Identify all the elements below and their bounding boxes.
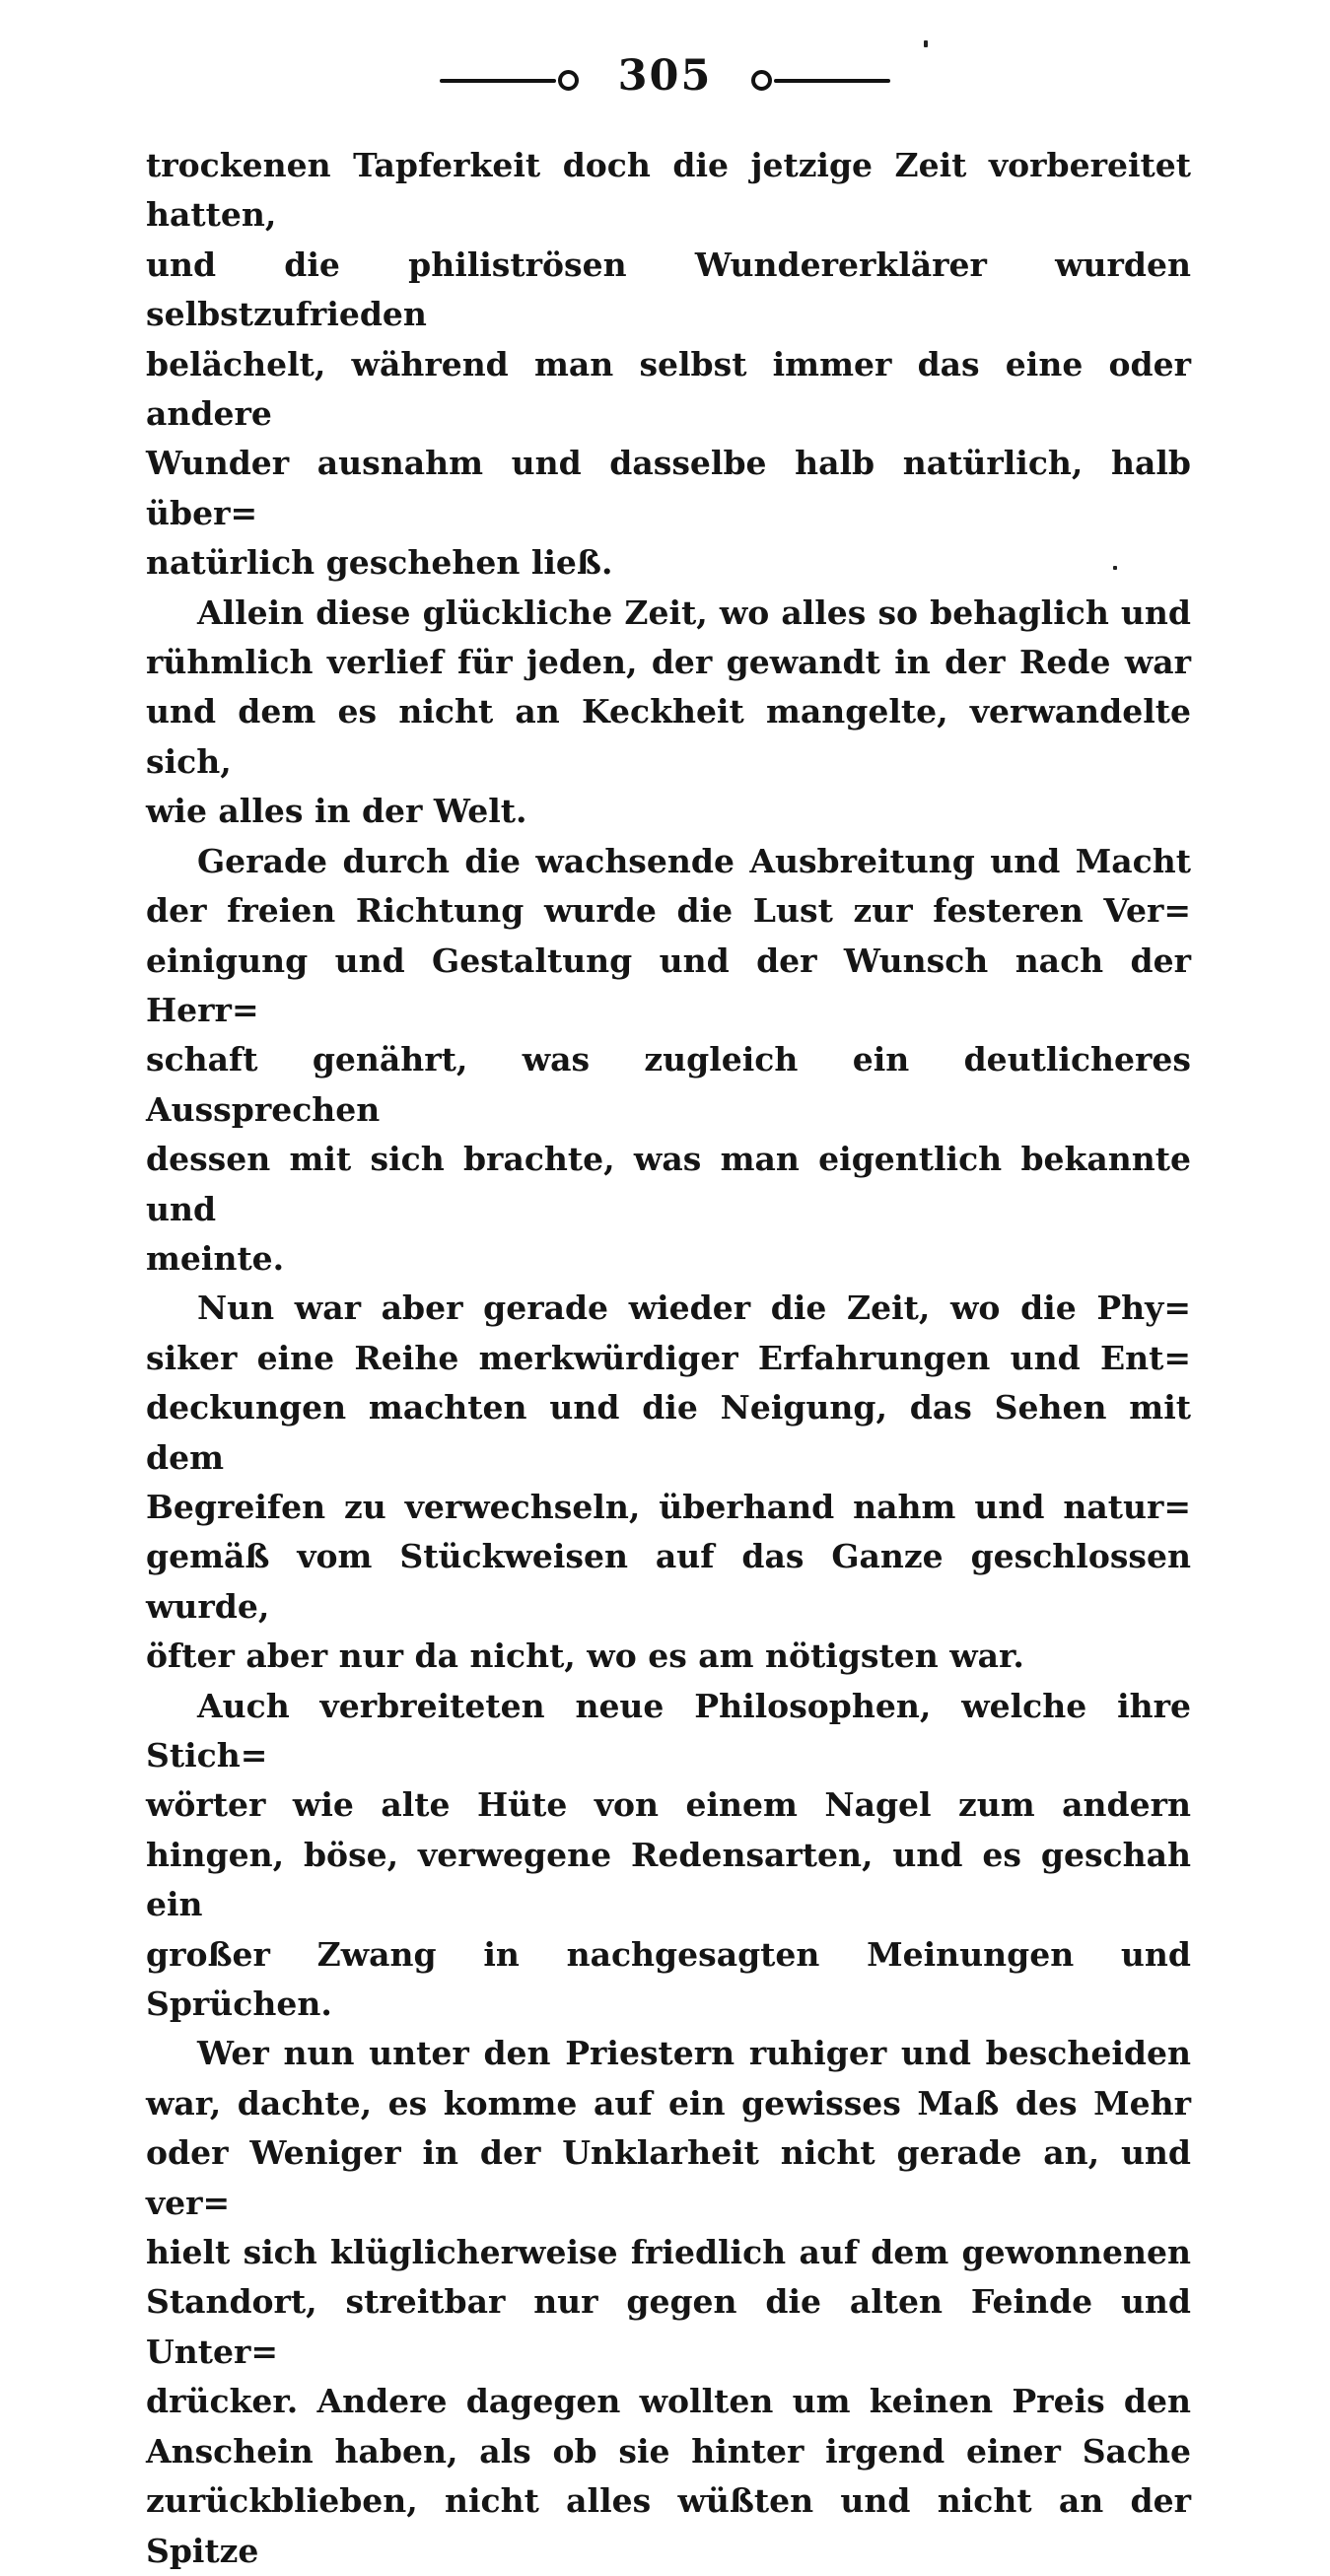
text-line: oder Weniger in der Unklarheit nicht gerade an, und ver= — [146, 2133, 1191, 2222]
text-line: hielt sich klüglicherweise friedlich auf dem gewonnenen — [146, 2233, 1191, 2272]
text-line: zurückblieben, nicht alles wüßten und nicht an der Spitze — [146, 2481, 1191, 2570]
text-line: war, dachte, es komme auf ein gewisses Maß des Mehr — [146, 2083, 1191, 2123]
text-line: Wer nun unter den Priestern ruhiger und bescheiden — [197, 2034, 1191, 2073]
header-circle-left — [558, 70, 579, 91]
text-line: hingen, böse, verwegene Redensarten, und es geschah ein — [146, 1835, 1191, 1924]
text-line: Allein diese glückliche Zeit, wo alles so behaglich und — [197, 592, 1191, 632]
text-line: Begreifen zu verwechseln, überhand nahm und natur= — [146, 1487, 1191, 1526]
text-line: Standort, streitbar nur gegen die alten Feinde und Unter= — [146, 2282, 1191, 2371]
text-line: natürlich geschehen ließ. — [146, 543, 613, 583]
text-line: wie alles in der Welt. — [146, 792, 527, 831]
text-line: und die philiströsen Wundererklärer wurden selbstzufrieden — [146, 244, 1191, 334]
header-rule-right — [774, 79, 890, 83]
header-rule-left — [440, 79, 556, 83]
running-head — [0, 51, 1330, 102]
text-line: Gerade durch die wachsende Ausbreitung und Macht — [197, 841, 1191, 880]
text-line: öfter aber nur da nicht, wo es am nötigsten war. — [146, 1636, 1024, 1676]
text-line: gemäß vom Stückweisen auf das Ganze geschlossen wurde, — [146, 1537, 1191, 1626]
text-line: Anschein haben, als ob sie hinter irgend einer Sache — [146, 2431, 1191, 2471]
text-line: einigung und Gestaltung und der Wunsch nach der Herr= — [146, 940, 1191, 1029]
text-line: belächelt, während man selbst immer das eine oder andere — [146, 344, 1191, 434]
text-line: schaft genährt, was zugleich ein deutlicheres Aussprechen — [146, 1040, 1191, 1129]
scan-speck — [1113, 566, 1117, 570]
text-line: der freien Richtung wurde die Lust zur festeren Ver= — [146, 891, 1191, 931]
text-line: wörter wie alte Hüte von einem Nagel zum andern — [146, 1785, 1191, 1825]
text-line: Nun war aber gerade wieder die Zeit, wo die Phy= — [197, 1288, 1191, 1328]
text-line: rühmlich verlief für jeden, der gewandt in der Rede war — [146, 643, 1191, 682]
text-line: und dem es nicht an Keckheit mangelte, verwandelte sich, — [146, 692, 1191, 781]
text-line: siker eine Reihe merkwürdiger Erfahrungen und Ent= — [146, 1338, 1191, 1377]
text-line: drücker. Andere dagegen wollten um keinen Preis den — [146, 2382, 1191, 2421]
text-line: Wunder ausnahm und dasselbe halb natürlich, halb über= — [146, 444, 1191, 532]
scan-speck — [924, 40, 928, 47]
text-line: großer Zwang in nachgesagten Meinungen und Sprüchen. — [146, 1934, 1191, 2024]
text-line: Auch verbreiteten neue Philosophen, welche ihre Stich= — [146, 1686, 1191, 1775]
header-circle-right — [751, 70, 772, 91]
text-line: dessen mit sich brachte, was man eigentlich bekannte und — [146, 1140, 1191, 1228]
page-number: 305 — [617, 51, 713, 101]
body-text — [146, 141, 1191, 2576]
text-line: trockenen Tapferkeit doch die jetzige Zeit vorbereitet hatten, — [146, 146, 1191, 235]
text-line: meinte. — [146, 1238, 285, 1278]
text-line: deckungen machten und die Neigung, das Sehen mit dem — [146, 1388, 1191, 1477]
